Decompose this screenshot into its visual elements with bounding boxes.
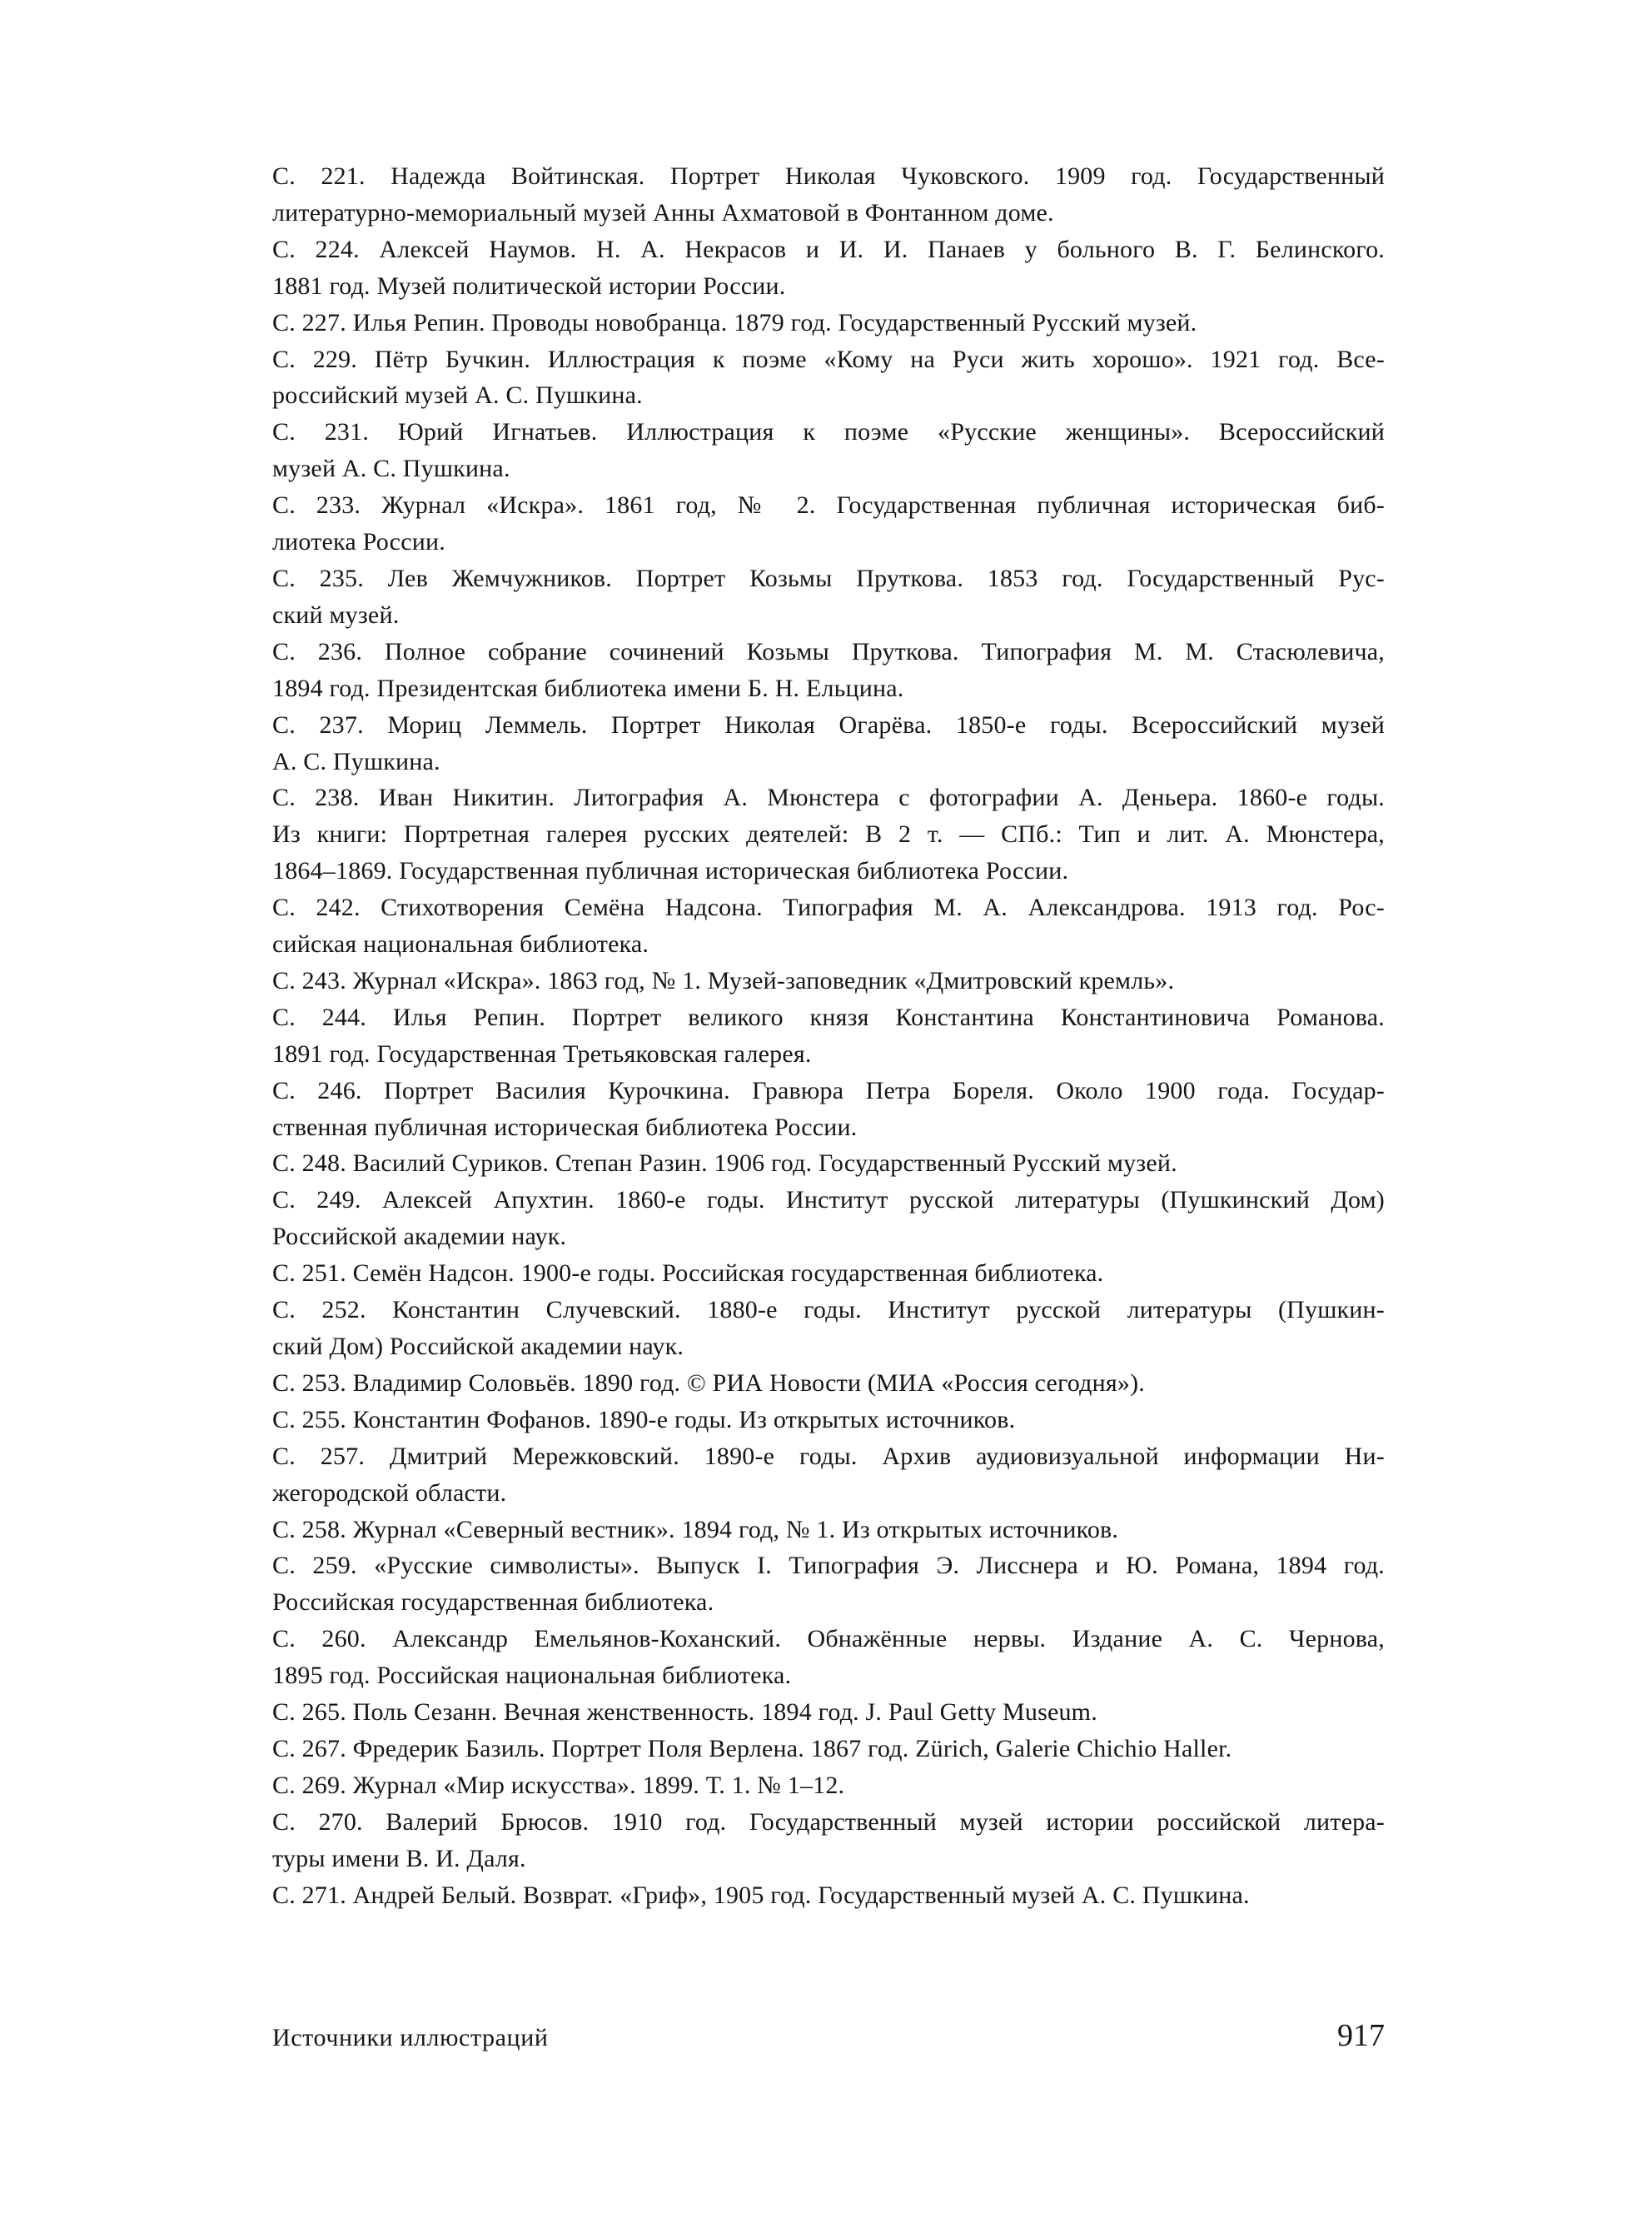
source-entry-line: Из книги: Портретная галерея русских деятелей: В 2 т. — СПб.: Тип и лит. А. Мюнстера, [272, 820, 1385, 849]
source-entry-line: С. 260. Александр Емельянов-Коханский. Обнажённые нервы. Издание А. С. Чернова, [272, 1625, 1385, 1653]
source-entry-line: ственная публичная историческая библиотека России. [272, 1113, 858, 1141]
source-entry-line: С. 257. Дмитрий Мережковский. 1890-е годы. Архив аудиовизуальной информации Ни- [272, 1442, 1385, 1470]
source-entry-line: С. 235. Лев Жемчужников. Портрет Козьмы Пруткова. 1853 год. Государственный Рус- [272, 564, 1385, 592]
source-entry-line: С. 227. Илья Репин. Проводы новобранца. 1879 год. Государственный Русский музей. [272, 308, 1197, 336]
source-entry-line: С. 242. Стихотворения Семёна Надсона. Типография М. А. Александрова. 1913 год. Рос- [272, 894, 1385, 922]
source-entry-line: С. 244. Илья Репин. Портрет великого князя Константина Константиновича Романова. [272, 1003, 1385, 1031]
source-entry-line: лиотека России. [272, 528, 445, 556]
source-entry-line: С. 252. Константин Случевский. 1880-е годы. Институт русской литературы (Пушкин- [272, 1296, 1385, 1324]
source-entry-line: С. 238. Иван Никитин. Литография А. Мюнстера с фотографии А. Деньера. 1860-е годы. [272, 784, 1385, 812]
source-entry-line: С. 259. «Русские символисты». Выпуск I. Типография Э. Лисснера и Ю. Романа, 1894 год. [272, 1552, 1385, 1580]
source-entry-line: 1881 год. Музей политической истории России. [272, 272, 786, 300]
page-number: 917 [1337, 2018, 1385, 2053]
running-footer-title: Источники иллюстраций [272, 2024, 549, 2051]
source-entry-line: С. 251. Семён Надсон. 1900-е годы. Российская государственная библиотека. [272, 1259, 1104, 1288]
source-entry-line: С. 267. Фредерик Базиль. Портрет Поля Верлена. 1867 год. Zürich, Galerie Chichio Haller. [272, 1734, 1232, 1762]
source-entry-line: С. 233. Журнал «Искра». 1861 год, № 2. Государственная публичная историческая биб- [272, 491, 1385, 520]
source-entry-line: С. 270. Валерий Брюсов. 1910 год. Государственный музей истории российской литера- [272, 1807, 1385, 1836]
source-entry-line: С. 221. Надежда Войтинская. Портрет Николая Чуковского. 1909 год. Государственный [272, 162, 1385, 190]
source-entry-line: ский Дом) Российской академии наук. [272, 1333, 684, 1360]
source-entry-line: российский музей А. С. Пушкина. [272, 381, 643, 410]
source-entry-line: С. 243. Журнал «Искра». 1863 год, № 1. Музей-заповедник «Дмитровский кремль». [272, 966, 1175, 994]
source-entry-line: С. 253. Владимир Соловьёв. 1890 год. © РИА Новости (МИА «Россия сегодня»). [272, 1368, 1145, 1397]
illustration-sources-list [272, 158, 1385, 1914]
source-entry-line: С. 255. Константин Фофанов. 1890-е годы. Из открытых источников. [272, 1405, 1016, 1433]
source-entry-line: С. 246. Портрет Василия Курочкина. Гравюра Петра Бореля. Около 1900 года. Государ- [272, 1076, 1385, 1104]
source-entry-line: А. С. Пушкина. [272, 747, 440, 775]
source-entry-line: сийская национальная библиотека. [272, 930, 649, 959]
source-entry-line: С. 269. Журнал «Мир искусства». 1899. Т. 1. № 1–12. [272, 1771, 845, 1799]
source-entry-line: 1864–1869. Государственная публичная историческая библиотека России. [272, 857, 1069, 885]
source-entry-line: 1894 год. Президентская библиотека имени Б. Н. Ельцина. [272, 674, 904, 702]
source-entry-line: музей А. С. Пушкина. [272, 455, 510, 483]
source-entry-line: ский музей. [272, 601, 400, 629]
source-entry-line: С. 248. Василий Суриков. Степан Разин. 1906 год. Государственный Русский музей. [272, 1149, 1177, 1178]
source-entry-line: 1891 год. Государственная Третьяковская галерея. [272, 1039, 812, 1068]
source-entry-line: Российская государственная библиотека. [272, 1588, 714, 1617]
source-entry-line: С. 229. Пётр Бучкин. Иллюстрация к поэме «Кому на Руси жить хорошо». 1921 год. Все- [272, 345, 1385, 373]
source-entry-line: С. 237. Мориц Леммель. Портрет Николая Огарёва. 1850-е годы. Всероссийский музей [272, 710, 1385, 739]
source-entry-line: туры имени В. И. Даля. [272, 1844, 526, 1872]
source-entry-line: С. 236. Полное собрание сочинений Козьмы Пруткова. Типография М. М. Стасюлевича, [272, 637, 1385, 665]
source-entry-line: литературно-мемориальный музей Анны Ахматовой в Фонтанном доме. [272, 198, 1054, 227]
source-entry-line: С. 258. Журнал «Северный вестник». 1894 год, № 1. Из открытых источников. [272, 1515, 1119, 1543]
page-footer [272, 2017, 1385, 2054]
source-entry-line: Российской академии наук. [272, 1223, 567, 1251]
source-entry-line: С. 271. Андрей Белый. Возврат. «Гриф», 1905 год. Государственный музей А. С. Пушкина. [272, 1881, 1250, 1909]
source-entry-line: жегородской области. [272, 1478, 507, 1507]
source-entry-line: С. 249. Алексей Апухтин. 1860-е годы. Институт русской литературы (Пушкинский Дом) [272, 1186, 1385, 1214]
source-entry-line: С. 224. Алексей Наумов. Н. А. Некрасов и И. И. Панаев у больного В. Г. Белинского. [272, 235, 1385, 263]
source-entry-line: 1895 год. Российская национальная библиотека. [272, 1662, 792, 1690]
source-entry-line: С. 231. Юрий Игнатьев. Иллюстрация к поэме «Русские женщины». Всероссийский [272, 418, 1385, 446]
source-entry-line: С. 265. Поль Сезанн. Вечная женственность. 1894 год. J. Paul Getty Museum. [272, 1698, 1097, 1727]
